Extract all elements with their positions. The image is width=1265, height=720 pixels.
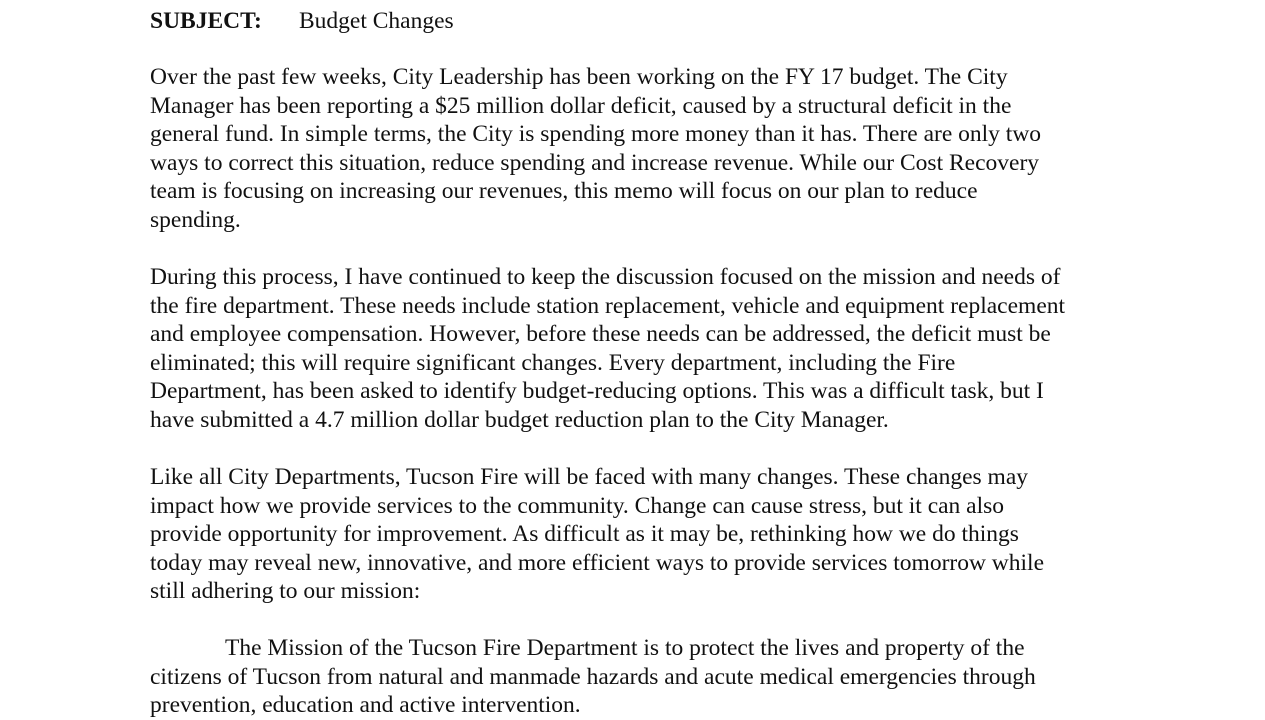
text-line: Over the past few weeks, City Leadership has been working on the FY 17 budget. The City bbox=[150, 64, 1008, 90]
paragraph-mission-statement bbox=[150, 634, 1036, 720]
text-line: have submitted a 4.7 million dollar budget reduction plan to the City Manager. bbox=[150, 406, 889, 433]
text-line: citizens of Tucson from natural and manmade hazards and acute medical emergencies through bbox=[150, 663, 1036, 690]
paragraph-budget-deficit bbox=[150, 63, 1041, 235]
text-line: provide opportunity for improvement. As difficult as it may be, rethinking how we do things bbox=[150, 521, 1019, 548]
subject-value: Budget Changes bbox=[299, 8, 454, 34]
text-line: The Mission of the Tucson Fire Department is to protect the lives and property of the bbox=[225, 635, 1025, 661]
text-line: spending. bbox=[150, 206, 241, 233]
text-line: general fund. In simple terms, the City is spending more money than it has. There are only two bbox=[150, 121, 1042, 148]
text-line: and employee compensation. However, before these needs can be addressed, the deficit must be bbox=[150, 321, 1051, 348]
text-line: still adhering to our mission: bbox=[150, 578, 421, 605]
text-line: the fire department. These needs include station replacement, vehicle and equipment replacement bbox=[150, 292, 1066, 319]
text-line: Department, has been asked to identify budget-reducing options. This was a difficult task, but I bbox=[150, 378, 1044, 405]
text-line: prevention, education and active intervention. bbox=[150, 692, 581, 719]
paragraph-department-needs bbox=[150, 263, 1065, 435]
text-line: Like all City Departments, Tucson Fire will be faced with many changes. These changes may bbox=[150, 464, 1029, 490]
paragraph-changes bbox=[150, 463, 1044, 606]
memo-subject-line bbox=[150, 6, 454, 36]
text-line: today may reveal new, innovative, and more efficient ways to provide services tomorrow while bbox=[150, 549, 1045, 576]
subject-label: SUBJECT: bbox=[150, 8, 262, 34]
text-line: eliminated; this will require significant changes. Every department, including the Fire bbox=[150, 349, 956, 376]
text-line: impact how we provide services to the community. Change can cause stress, but it can also bbox=[150, 492, 1005, 519]
text-line: Manager has been reporting a $25 million dollar deficit, caused by a structural deficit in the bbox=[150, 92, 1012, 119]
text-line: During this process, I have continued to keep the discussion focused on the mission and needs of bbox=[150, 264, 1061, 290]
text-line: ways to correct this situation, reduce spending and increase revenue. While our Cost Recovery bbox=[150, 149, 1040, 176]
text-line: team is focusing on increasing our revenues, this memo will focus on our plan to reduce bbox=[150, 178, 978, 205]
